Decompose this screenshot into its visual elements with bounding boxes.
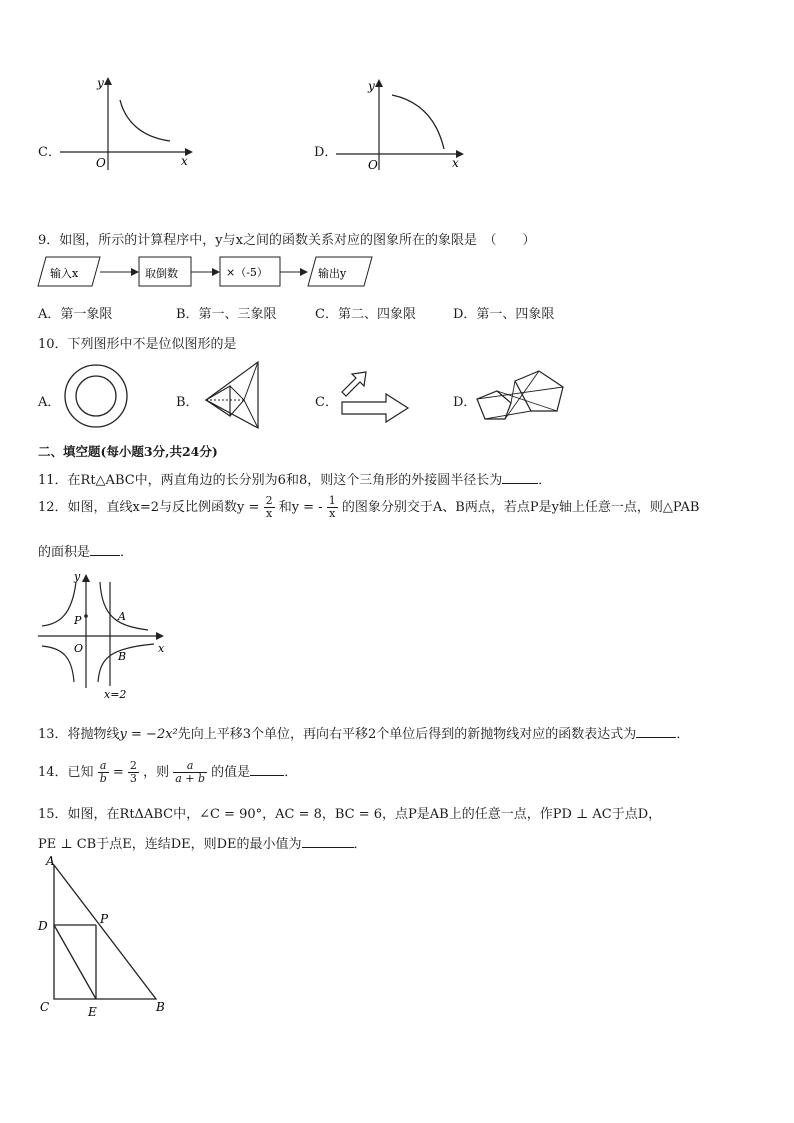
q12-blank (90, 555, 120, 556)
q10-label-d: D． (453, 395, 477, 410)
q8-c-y-label: y (97, 76, 104, 90)
q12-f1-num: 2 (265, 494, 273, 507)
q14-a: a (98, 760, 109, 773)
q8-c-origin: O (96, 156, 106, 170)
q13 (38, 723, 689, 742)
q15-fig-C: C (40, 1000, 50, 1014)
section-heading: 二、填空题(每小题3分,共24分) (38, 444, 218, 459)
q12-end: ． (120, 545, 134, 560)
q15-end: ． (353, 837, 367, 852)
q14 (38, 758, 297, 788)
flow-step-1: 输入x (50, 267, 79, 280)
q10-figure-b (200, 360, 270, 432)
q8-option-d-label: D． (314, 145, 338, 160)
q12-pre: 12．如图，直线x=2与反比例函数y = (38, 500, 260, 515)
q10-stem: 10．下列图形中不是位似图形的是 (38, 337, 237, 352)
q8-option-c-label: C． (38, 145, 61, 160)
q9-flowchart (38, 255, 378, 291)
q15-figure (36, 855, 176, 1023)
q10-figure-d (475, 365, 575, 427)
q12-f2-den: x (329, 507, 336, 520)
q12-fig-B: B (118, 650, 127, 663)
q14-fa: a (173, 760, 207, 773)
q15-blank (302, 847, 354, 848)
q11 (38, 469, 551, 488)
q12-fig-O: O (74, 642, 84, 655)
q12-figure (38, 568, 168, 701)
q12-fig-P: P (74, 614, 82, 627)
q15-line2-text: PE ⊥ CB于点E，连结DE，则DE的最小值为 (38, 837, 302, 852)
q12-fig-A: A (118, 610, 126, 623)
flow-step-2: 取倒数 (145, 267, 178, 280)
q9-option-a: A．第一象限 (38, 307, 113, 322)
q14-frac-23 (128, 760, 139, 785)
q10-label-b: B． (176, 395, 199, 410)
q8-d-y-label: y (368, 79, 375, 93)
q14-b: b (99, 772, 107, 785)
q9-option-c: C．第二、四象限 (315, 307, 416, 322)
q12-line2-text: 的面积是 (38, 545, 91, 560)
q15-line1: 15．如图，在RtΔABC中，∠C = 90°，AC = 8，BC = 6，点P是AB上的任意一点，作PD ⊥ AC于点D， (38, 807, 662, 822)
q14-d: 3 (129, 772, 137, 785)
q8-c-x-label: x (181, 154, 188, 168)
q14-fab: a + b (175, 772, 206, 785)
q13-end: ． (676, 727, 690, 742)
q13-formula: y = −2x² (119, 727, 178, 742)
flow-step-3: ×（-5） (226, 266, 268, 279)
q11-blank (502, 483, 538, 484)
q13-blank (636, 737, 676, 738)
q9-option-d: D．第一、四象限 (453, 307, 555, 322)
q12-fig-x: x (158, 642, 165, 655)
q14-post: 的值是 (211, 765, 251, 780)
q11-text: 11．在Rt△ABC中，两直角边的长分别为6和8，则这个三角形的外接圆半径长为 (38, 473, 503, 488)
flow-step-4: 输出y (318, 267, 347, 280)
q12-fraction-2 (327, 495, 338, 520)
q8-graph-d (336, 75, 476, 175)
q15-fig-B: B (156, 1000, 165, 1014)
q13-post: 先向上平移3个单位，再向右平移2个单位后得到的新抛物线对应的函数表达式为 (177, 727, 637, 742)
q14-n: 2 (129, 759, 137, 772)
q15-line2 (38, 833, 367, 852)
q10-label-a: A． (38, 395, 61, 410)
q12-f2-num: 1 (328, 494, 336, 507)
q13-pre: 13．将抛物线 (38, 727, 120, 742)
q14-eq: = (112, 765, 124, 780)
q9-stem: 9．如图，所示的计算程序中，y与x之间的函数关系对应的图象所在的象限是 （ ） (38, 233, 536, 248)
q14-pre: 14．已知 (38, 765, 94, 780)
q14-end: ． (284, 765, 298, 780)
q12-line2 (38, 541, 133, 560)
q12-mid: 和y = - (278, 500, 323, 515)
q12-fig-line: x=2 (104, 688, 127, 701)
q10-figure-c (338, 370, 413, 430)
q14-mid: ，则 (143, 765, 170, 780)
q12-f1-den: x (265, 507, 273, 520)
q15-fig-A: A (46, 854, 55, 868)
q12-fig-y: y (74, 570, 81, 583)
q14-blank (250, 775, 284, 776)
q9-option-b: B．第一、三象限 (176, 307, 277, 322)
q10-figure-a (62, 364, 132, 428)
q10-label-c: C． (315, 395, 338, 410)
q11-end: ． (538, 473, 552, 488)
q15-fig-E: E (88, 1005, 97, 1019)
q15-fig-P: P (100, 912, 109, 926)
q12-fraction-1 (264, 495, 275, 520)
q15-fig-D: D (38, 919, 48, 933)
q8-d-x-label: x (452, 156, 459, 170)
q8-graph-c (60, 75, 200, 175)
q14-frac-ab (98, 760, 109, 785)
q14-frac-target (173, 760, 207, 785)
q12-post: 的图象分别交于A、B两点，若点P是y轴上任意一点，则△PAB (341, 500, 700, 515)
q8-d-origin: O (368, 158, 378, 172)
q12-line1 (38, 493, 699, 523)
